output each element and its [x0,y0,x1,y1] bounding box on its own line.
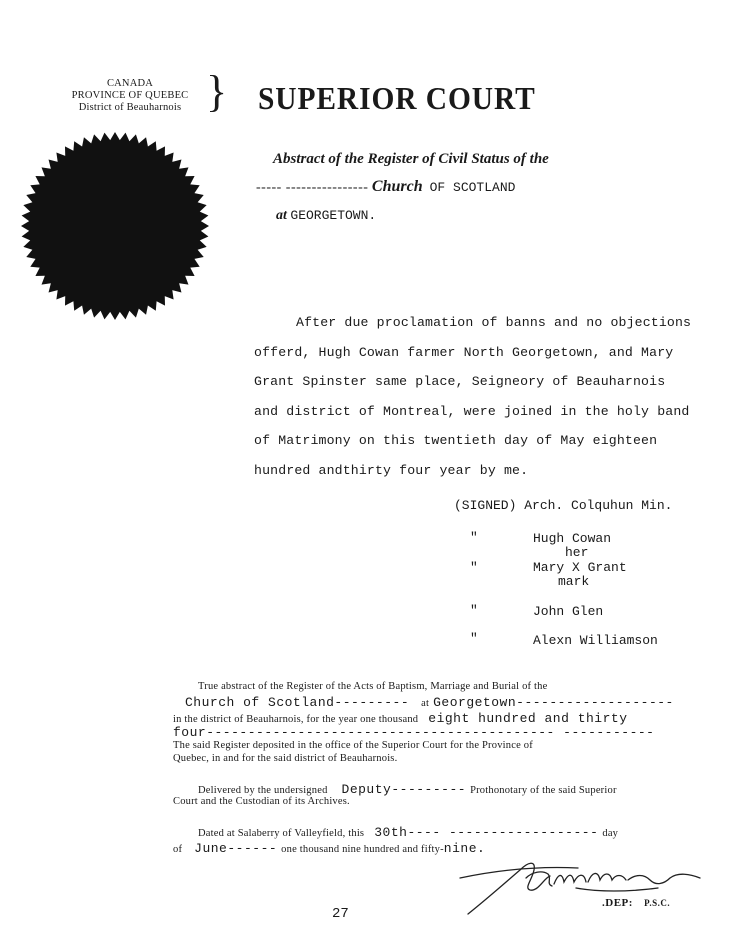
cert-day-word: day [602,828,619,839]
signature-her: her [565,545,589,560]
psc-label: P.S.C. [644,898,671,908]
cert-line-8: Court and the Custodian of its Archives. [173,796,350,807]
record-line: After due proclamation of banns and no objections [296,315,692,330]
cert-month: June------ [194,841,278,856]
signature-hugh-cowan: Hugh Cowan [533,531,612,546]
record-line: offerd, Hugh Cowan farmer North Georgetown, and Mary [254,344,674,360]
signature-alexn-williamson: Alexn Williamson [533,633,658,648]
signature-john-glen: John Glen [533,604,604,619]
abstract-title: Abstract of the Register of Civil Status of the [273,151,549,167]
seal-icon [20,131,210,321]
place-line [276,208,376,224]
court-title: SUPERIOR COURT [258,80,536,116]
cert-nine: nine. [443,841,486,856]
signature-mark: mark [558,574,590,589]
church-line [256,178,515,196]
cert-at: at [421,698,430,709]
cert-delivered-pre: Delivered by the undersigned [198,785,328,796]
brace-symbol: } [206,67,228,116]
cert-of: of [173,844,183,855]
ditto-mark: " [470,560,478,575]
place-name: GEORGETOWN. [290,208,377,223]
cert-dated-pre: Dated at Salaberry of Valleyfield, this [198,828,365,839]
cert-year-text: one thousand nine hundred and fifty- [281,844,444,855]
cert-day-num: 30th---- ------------------ [374,825,599,840]
record-line: of Matrimony on this twentieth day of May eighteen [254,433,658,448]
cert-place: Georgetown------------------- [433,695,674,710]
at-word: at [276,208,287,223]
cert-delivered-post: Prothonotary of the said Superior [470,785,617,796]
province: PROVINCE OF QUEBEC [71,90,189,101]
handwritten-signature-icon [458,848,708,918]
cert-church: Church of Scotland--------- [185,695,410,710]
district: District of Beauharnois [78,102,182,113]
signed-minister: (SIGNED) Arch. Colquhun Min. [454,498,673,513]
record-line: and district of Montreal, were joined in the holy band [254,403,690,419]
cert-line-6: Quebec, in and for the said district of Beauharnois. [173,753,398,764]
deputy-title [602,897,670,909]
cert-year-words: eight hundred and thirty [428,711,628,726]
country: CANADA [106,78,154,89]
cert-year-pre: in the district of Beauharnois, for the year one thousand [173,714,419,725]
dash-leader: ----- ---------------- [256,180,369,195]
ditto-mark: " [470,603,478,618]
cert-line-1: True abstract of the Register of the Acts of Baptism, Marriage and Burial of the [198,681,548,692]
cert-line-10 [173,839,485,857]
dep-label: .DEP: [602,897,633,909]
cert-deputy: Deputy--------- [341,782,467,797]
jurisdiction-block [40,78,220,114]
page-number: 27 [332,906,349,922]
marriage-record [254,308,744,485]
cert-four: four------------------------------------------ ----------- [173,725,655,740]
church-word: Church [371,178,423,195]
record-line: Grant Spinster same place, Seigneory of Beauharnois [254,374,666,389]
ditto-mark: " [470,631,478,646]
record-line: hundred andthirty four year by me. [254,462,529,478]
cert-line-5: The said Register deposited in the office of the Superior Court for the Province of [173,740,533,751]
church-name: OF SCOTLAND [429,180,516,195]
ditto-mark: " [470,530,478,545]
signature-mary-grant: Mary X Grant [533,560,627,575]
